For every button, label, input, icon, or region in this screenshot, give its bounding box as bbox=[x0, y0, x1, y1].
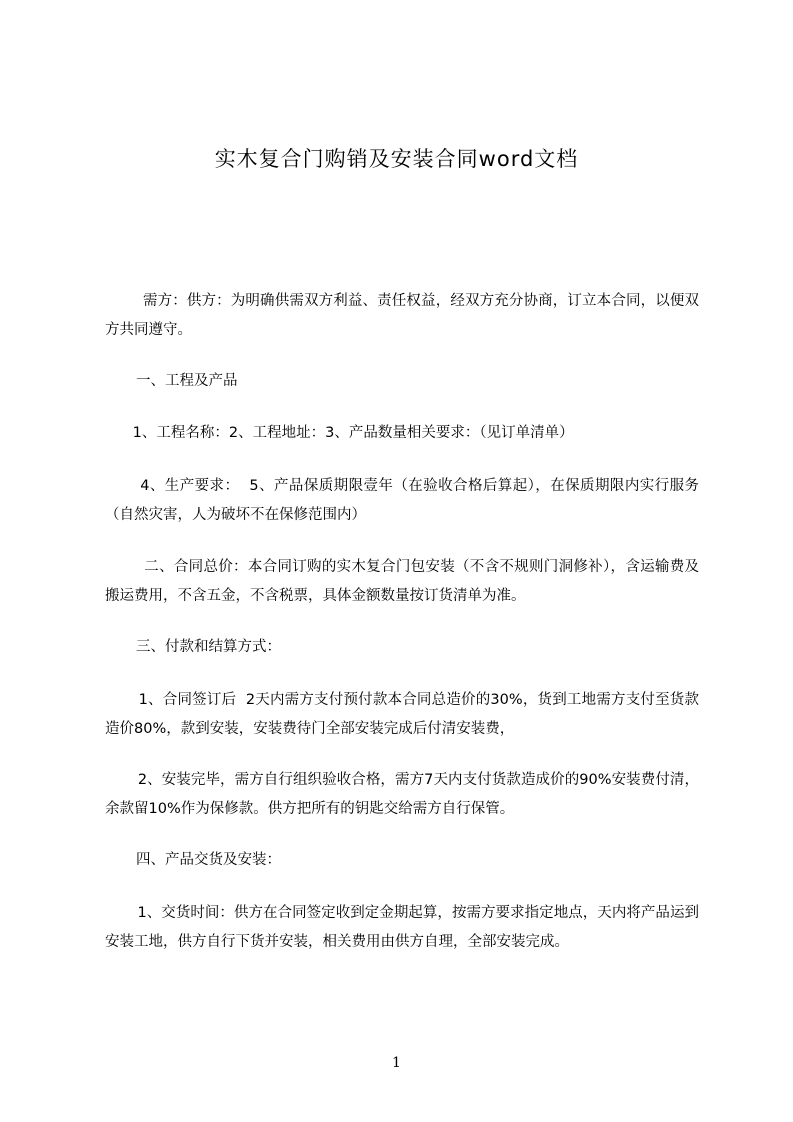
intro-paragraph: 需方：供方：为明确供需双方利益、责任权益，经双方充分协商，订立本合同，以便双方共同遵守。 bbox=[105, 293, 700, 338]
engineering-items-paragraph: 1、工程名称：2、工程地址：3、产品数量相关要求：（见订单清单） bbox=[105, 425, 574, 441]
section-heading-delivery: 四、产品交货及安装： bbox=[136, 852, 281, 868]
document-title: 实木复合门购销及安装合同word文档 bbox=[214, 147, 579, 171]
section-heading-payment: 三、付款和结算方式： bbox=[136, 639, 281, 655]
page-number: 1 bbox=[392, 1055, 401, 1071]
payment-terms-paragraph-1: 1、合同签订后 2天内需方支付预付款本合同总造价的30%，货到工地需方支付至货款造价80%，款到安装，安装费待门全部安装完成后付清安装费， bbox=[105, 692, 699, 737]
section-heading-engineering: 一、工程及产品 bbox=[136, 373, 238, 389]
delivery-paragraph: 1、交货时间：供方在合同签定收到定金期起算，按需方要求指定地点，天内将产品运到安装工地，供方自行下货并安装，相关费用由供方自理，全部安装完成。 bbox=[105, 905, 699, 950]
production-requirements-paragraph: 4、生产要求： 5、产品保质期限壹年（在验收合格后算起），在保质期限内实行服务（自然灾害，人为破坏不在保修范围内） bbox=[105, 478, 699, 523]
payment-terms-paragraph-2: 2、安装完毕，需方自行组织验收合格，需方7天内支付货款造成价的90%安装费付清，余款留10%作为保修款。供方把所有的钥匙交给需方自行保管。 bbox=[105, 772, 699, 817]
contract-price-paragraph: 二、合同总价：本合同订购的实木复合门包安装（不含不规则门洞修补），含运输费及搬运费用，不含五金，不含税票，具体金额数量按订货清单为准。 bbox=[105, 559, 700, 604]
